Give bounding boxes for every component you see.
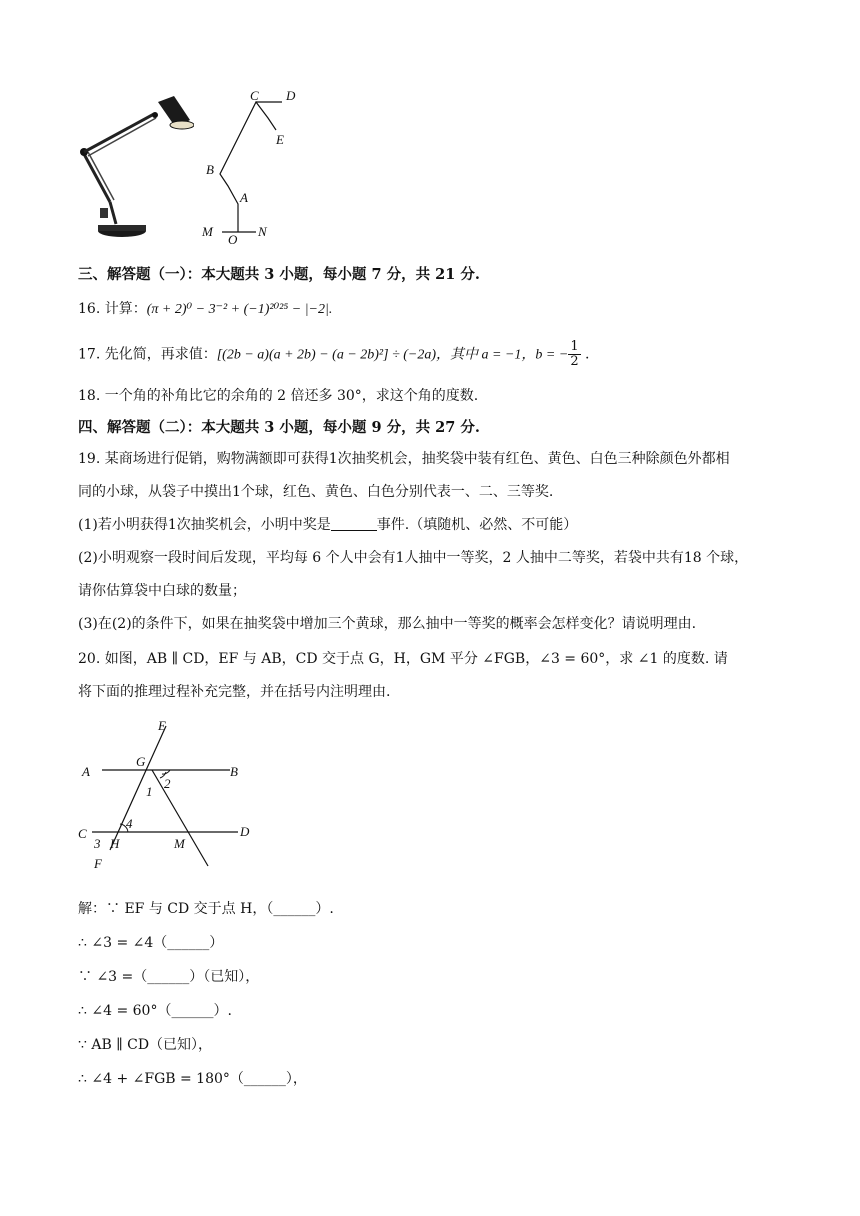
q17-expression: [(2b − a)(a + 2b) − (a − 2b)²] ÷ (−2a)，其中 a = −1，b = − (216, 347, 569, 363)
label-angle-2: 2 (164, 776, 171, 791)
solution-line-1: 解：∵ EF 与 CD 交于点 H，（______）. (78, 901, 334, 917)
label-B: B (230, 764, 238, 779)
solution-line-2: ∴ ∠3 = ∠4（______） (78, 935, 224, 951)
solution-line-4: ∴ ∠4 = 60°（______）. (78, 1003, 232, 1019)
question-16 (78, 298, 332, 318)
desk-lamp-image (78, 92, 194, 240)
label-E: E (276, 132, 284, 147)
question-19-line-1: 19. 某商场进行促销，购物满额即可获得1次抽奖机会，抽奖袋中装有红色、黄色、白色三种除颜色外都相 (78, 451, 730, 467)
label-M: M (202, 224, 213, 239)
question-19-part-2-line-1: (2)小明观察一段时间后发现，平均每 6 个人中会有1人抽中一等奖，2 人抽中二等奖，若袋中共有18 个球， (78, 550, 749, 566)
label-G: G (136, 754, 146, 769)
q19-part1-text: (1)若小明获得1次抽奖机会，小明中奖是 (78, 517, 331, 533)
question-19-part-2-line-2: 请你估算袋中白球的数量； (78, 583, 246, 599)
question-18: 18. 一个角的补角比它的余角的 2 倍还多 30°，求这个角的度数. (78, 388, 479, 404)
label-C: C (250, 88, 259, 103)
label-angle-4: 4 (126, 816, 133, 831)
label-M: M (174, 836, 185, 851)
question-20-line-2: 将下面的推理过程补充完整，并在括号内注明理由. (78, 684, 391, 700)
label-angle-1: 1 (146, 784, 153, 799)
label-D: D (286, 88, 296, 103)
parallel-lines-figure (74, 716, 264, 876)
label-B: B (206, 162, 214, 177)
section-3-heading: 三、解答题（一）：本大题共 3 小题，每小题 7 分，共 21 分. (78, 266, 480, 283)
section-4-heading: 四、解答题（二）：本大题共 3 小题，每小题 9 分，共 27 分. (78, 419, 480, 436)
label-F: F (94, 856, 102, 871)
label-D: D (240, 824, 250, 839)
label-angle-3: 3 (94, 836, 101, 851)
q17-prefix: 17. 先化简，再求值： (78, 346, 217, 363)
q17-numerator: 1 (570, 339, 579, 354)
label-H: H (110, 836, 120, 851)
q19-part1-suffix: 事件.（填随机、必然、不可能） (376, 517, 578, 533)
label-N: N (258, 224, 267, 239)
question-20-line-1: 20. 如图，AB ∥ CD，EF 与 AB，CD 交于点 G，H，GM 平分 ∠FGB，∠3 = 60°，求 ∠1 的度数. 请 (78, 651, 728, 667)
lamp-geometry-figure (198, 86, 308, 246)
q17-denominator: 2 (570, 354, 579, 369)
question-19-part-1 (78, 514, 577, 534)
label-A: A (82, 764, 90, 779)
question-19-part-3: (3)在(2)的条件下，如果在抽奖袋中增加三个黄球，那么抽中一等奖的概率会怎样变化？请说明理由. (78, 616, 697, 632)
q16-expression: (π + 2)⁰ − 3⁻² + (−1)²⁰²⁵ − |−2|. (146, 302, 333, 317)
q16-prefix: 16. 计算： (78, 301, 147, 317)
label-E: E (158, 718, 166, 733)
question-17: 17. 先化简，再求值：[(2b − a)(a + 2b) − (a − 2b)²] ÷ (−2a)，其中 a = −1，b = − $\frac{1}{2}$ . (78, 339, 590, 369)
question-19-line-2: 同的小球，从袋子中摸出1个球，红色、黄色、白色分别代表一、二、三等奖. (78, 484, 554, 500)
label-C: C (78, 826, 87, 841)
q19-answer-blank (331, 518, 377, 531)
label-O: O (228, 232, 238, 246)
solution-line-6: ∴ ∠4 + ∠FGB = 180°（______）， (78, 1071, 307, 1087)
solution-line-5: ∵ AB ∥ CD（已知）， (78, 1037, 213, 1053)
solution-line-3: ∵ ∠3 =（______）（已知）， (78, 969, 260, 985)
q17-fraction (568, 340, 580, 369)
label-A: A (240, 190, 248, 205)
